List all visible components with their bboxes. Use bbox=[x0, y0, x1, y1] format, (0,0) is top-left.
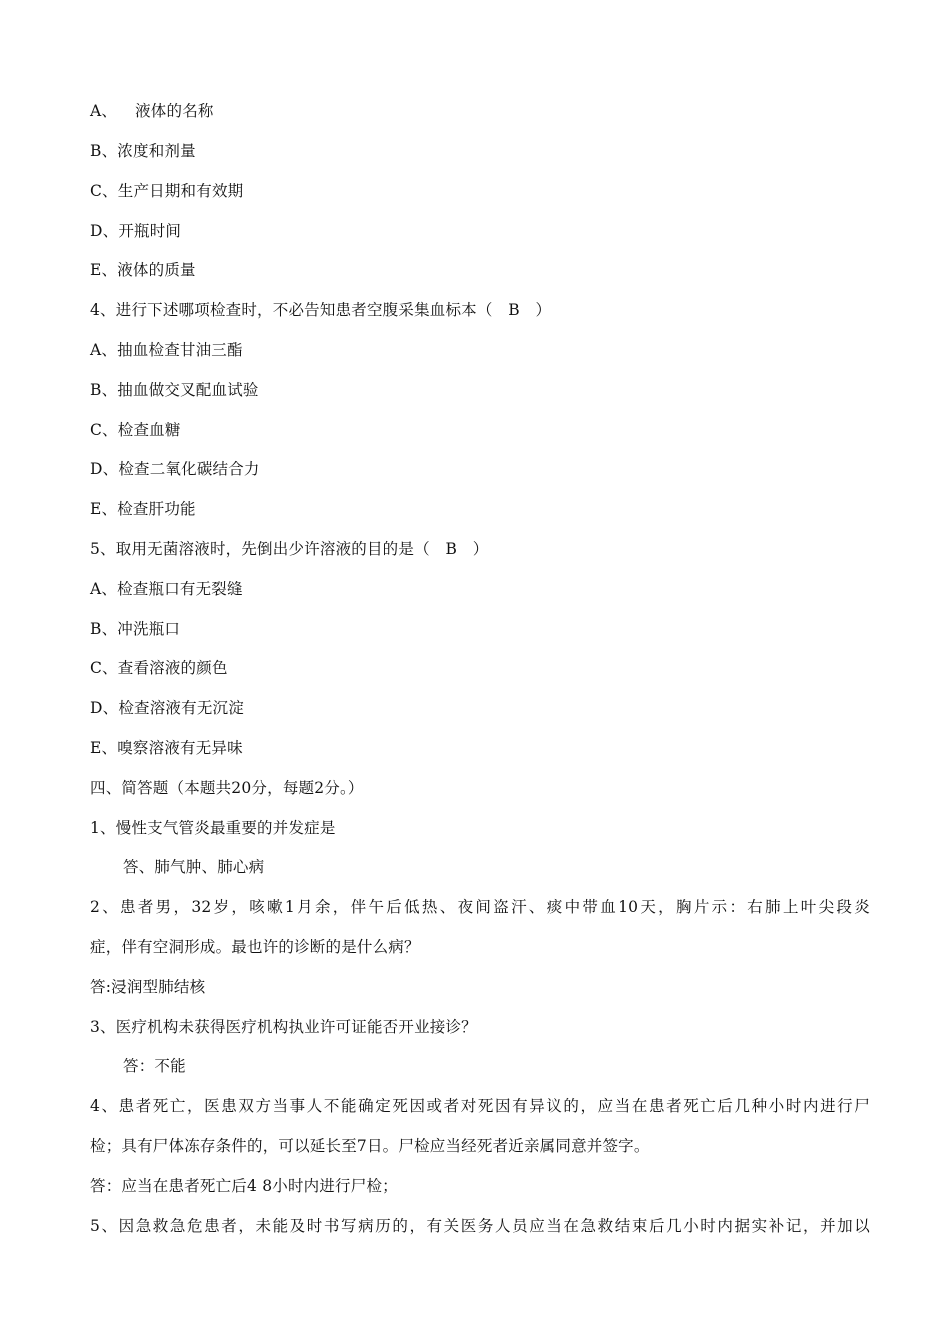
q3-option-a-text: 液体的名称 bbox=[135, 102, 214, 120]
q4-option-c: C、检查血糖 bbox=[90, 421, 181, 439]
q4-option-d: D、检查二氧化碳结合力 bbox=[90, 460, 260, 478]
q5-option-c: C、查看溶液的颜色 bbox=[90, 659, 228, 677]
q4-option-e: E、检查肝功能 bbox=[90, 500, 196, 518]
q3-option-c: C、生产日期和有效期 bbox=[90, 182, 244, 200]
q3-option-d: D、开瓶时间 bbox=[90, 222, 182, 240]
sa-q1-question: 1、慢性支气管炎最重要的并发症是 bbox=[90, 819, 336, 837]
q4-option-a: A、抽血检查甘油三酯 bbox=[90, 341, 243, 359]
sa-q1-answer: 答、肺气肿、肺心病 bbox=[123, 858, 265, 876]
section-heading: 四、简答题（本题共20分，每题2分。） bbox=[90, 779, 364, 797]
q5-option-a: A、检查瓶口有无裂缝 bbox=[90, 580, 243, 598]
sa-q4-question-line1: 4、患者死亡，医患双方当事人不能确定死因或者对死因有异议的，应当在患者死亡后几种小时内进行尸 bbox=[90, 1097, 870, 1115]
q5-option-d: D、检查溶液有无沉淀 bbox=[90, 699, 244, 717]
sa-q3-answer: 答：不能 bbox=[123, 1057, 186, 1075]
q5-option-b: B、冲洗瓶口 bbox=[90, 620, 181, 638]
q5-stem: 5、取用无菌溶液时，先倒出少许溶液的目的是（ B ） bbox=[90, 540, 489, 558]
sa-q3-question: 3、医疗机构未获得医疗机构执业许可证能否开业接诊？ bbox=[90, 1018, 477, 1036]
sa-q5-question-line1: 5、因急救急危患者，未能及时书写病历的，有关医务人员应当在急救结束后几小时内据实补记，并加以 bbox=[90, 1217, 870, 1235]
sa-q4-answer: 答：应当在患者死亡后4 8小时内进行尸检； bbox=[90, 1177, 398, 1195]
q4-option-b: B、抽血做交叉配血试验 bbox=[90, 381, 259, 399]
q3-option-a bbox=[90, 101, 870, 121]
q3-option-e: E、液体的质量 bbox=[90, 261, 196, 279]
q3-option-a-prefix: A、 bbox=[90, 102, 118, 120]
q5-option-e: E、嗅察溶液有无异味 bbox=[90, 739, 243, 757]
sa-q2-question-line1: 2、患者男，32岁，咳嗽1月余，伴午后低热、夜间盗汗、痰中带血10天，胸片示：右肺上叶尖段炎 bbox=[90, 898, 870, 916]
q4-stem: 4、进行下述哪项检查时，不必告知患者空腹采集血标本（ B ） bbox=[90, 301, 552, 319]
sa-q2-answer: 答:浸润型肺结核 bbox=[90, 978, 206, 996]
sa-q2-question-line2: 症，伴有空洞形成。最也许的诊断的是什么病？ bbox=[90, 938, 420, 956]
sa-q4-question-line2: 检；具有尸体冻存条件的，可以延长至7日。尸检应当经死者近亲属同意并签字。 bbox=[90, 1137, 650, 1155]
q3-option-b: B、浓度和剂量 bbox=[90, 142, 196, 160]
